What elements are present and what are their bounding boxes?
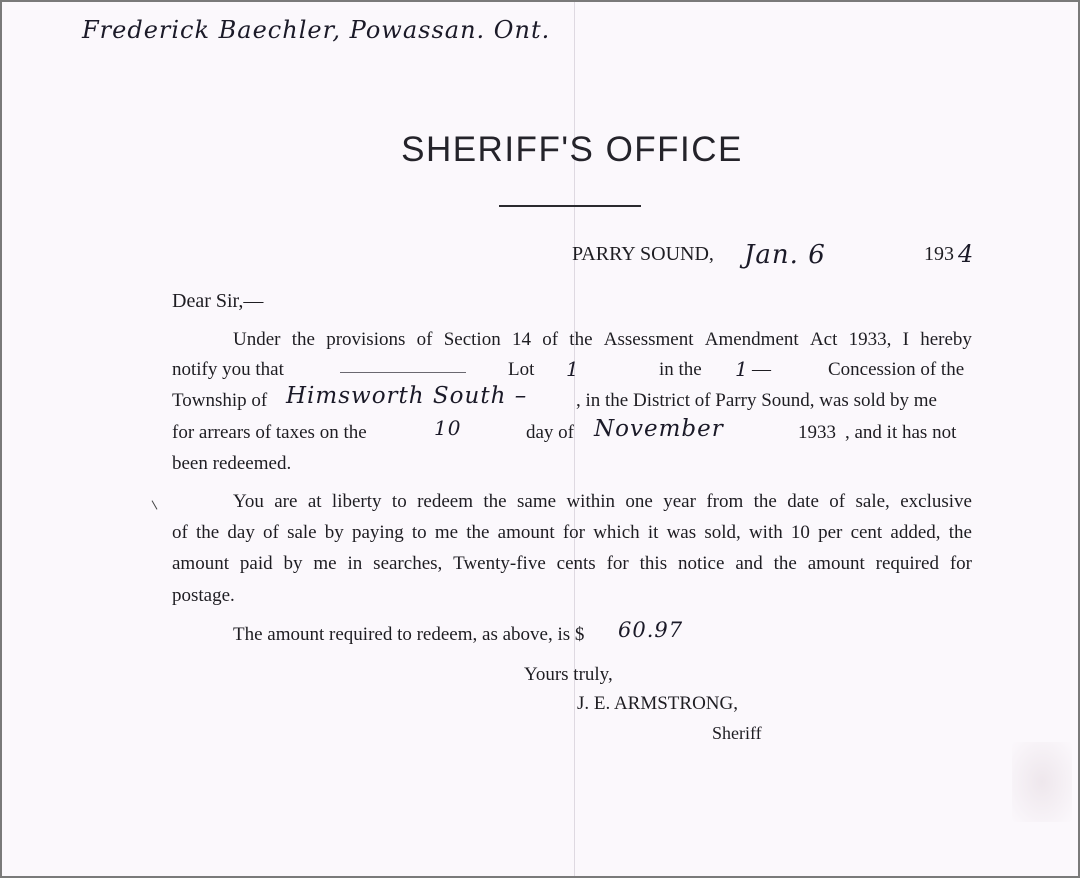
handwritten-date: Jan. 6 [744, 240, 826, 270]
letter-page [2, 2, 1078, 876]
word: for [949, 553, 972, 574]
sheriff-title: Sheriff [712, 723, 762, 743]
para2-line3 [172, 553, 972, 575]
township-rest: , in the District of Parry Sound, was sold by me [576, 390, 937, 411]
word: to [391, 491, 407, 512]
word: same [517, 491, 557, 512]
handwritten-lot-number: 1 [566, 357, 580, 381]
word: the [773, 553, 797, 574]
word: cents [556, 553, 596, 574]
word: of [829, 491, 846, 512]
word: Twenty-five [453, 553, 546, 574]
word: paid [239, 553, 273, 574]
word: by [324, 522, 344, 543]
word: day [227, 522, 255, 543]
word: paying [351, 522, 404, 543]
arrears-label: for arrears of taxes on the [172, 422, 367, 443]
word: the [948, 522, 972, 543]
word: sale [287, 522, 317, 543]
word: which [593, 522, 640, 543]
word: of [172, 522, 188, 543]
word: 10 [790, 522, 810, 543]
sheriff-name: J. E. ARMSTRONG, [577, 693, 738, 714]
word: me [313, 553, 337, 574]
word: sold, [704, 522, 741, 543]
word: 14 [511, 329, 531, 350]
para2-line2 [172, 522, 972, 544]
word: at [307, 491, 322, 512]
word: of [263, 522, 279, 543]
word: I [902, 329, 909, 350]
word: liberty [331, 491, 382, 512]
word: was [666, 522, 697, 543]
handwritten-sale-month: November [594, 416, 724, 442]
word: Act [809, 329, 838, 350]
township-label: Township of [172, 390, 268, 411]
handwritten-addressee: Frederick Baechler, Powassan. Ont. [82, 16, 551, 44]
word: from [706, 491, 744, 512]
word: date [787, 491, 819, 512]
concession-label: Concession of the [828, 359, 965, 380]
word: the [753, 491, 777, 512]
word: per [818, 522, 843, 543]
handwritten-amount: 60.97 [618, 618, 684, 642]
word: added, [890, 522, 941, 543]
para2-line1 [233, 491, 972, 513]
word: and [735, 553, 763, 574]
lot-label: Lot [508, 359, 535, 380]
not-redeemed-text: , and it has not [845, 422, 957, 443]
word: of [416, 329, 433, 350]
been-redeemed-text: been redeemed. [172, 453, 292, 474]
word: amount [172, 553, 229, 574]
word: the [196, 522, 220, 543]
word: Section [443, 329, 501, 350]
concession-dash: — [752, 359, 771, 380]
salutation: Dear Sir,— [172, 290, 264, 312]
handwritten-sale-day: 10 [434, 416, 462, 440]
word: exclusive [900, 491, 972, 512]
word: within [566, 491, 615, 512]
word: for [606, 553, 629, 574]
para2-line4: postage. [172, 585, 235, 606]
word: of [542, 329, 559, 350]
heading-divider [499, 205, 641, 207]
word: the [466, 522, 490, 543]
word: me [434, 522, 459, 543]
word: You [233, 491, 264, 512]
word: amount [807, 553, 865, 574]
amount-label: The amount required to redeem, as above, is $ [233, 624, 585, 645]
word: provisions [326, 329, 406, 350]
handwritten-township: Himsworth South – [286, 383, 528, 409]
word: Assessment [603, 329, 694, 350]
valediction: Yours truly, [524, 664, 613, 685]
word: the [569, 329, 593, 350]
word: it [647, 522, 659, 543]
para1-line1 [233, 329, 972, 351]
paper-stain [1012, 742, 1072, 822]
word: 1933, [848, 329, 892, 350]
word: are [274, 491, 298, 512]
in-the-text: in the [659, 359, 702, 380]
word: cent [850, 522, 883, 543]
word: year [663, 491, 696, 512]
word: sale, [855, 491, 890, 512]
handwritten-concession-number: 1 [735, 357, 749, 381]
word: required [875, 553, 939, 574]
word: redeem [417, 491, 473, 512]
word: one [625, 491, 653, 512]
name-blank-line [340, 372, 466, 373]
dateline-year-printed: 193 [924, 243, 954, 265]
word: by [283, 553, 303, 574]
word: with [748, 522, 783, 543]
word: to [411, 522, 427, 543]
letterhead-title: SHERIFF'S OFFICE [401, 130, 743, 169]
word: searches, [373, 553, 443, 574]
pen-mark [152, 500, 158, 509]
word: hereby [920, 329, 972, 350]
word: the [291, 329, 315, 350]
word: notice [677, 553, 725, 574]
dateline-place: PARRY SOUND, [572, 243, 714, 265]
sale-year: 1933 [798, 422, 836, 443]
word: the [483, 491, 507, 512]
word: this [639, 553, 668, 574]
day-of-text: day of [526, 422, 575, 443]
word: in [347, 553, 363, 574]
word: for [562, 522, 586, 543]
word: Amendment [704, 329, 799, 350]
notify-text: notify you that [172, 359, 284, 380]
dateline-year-handwritten: 4 [958, 240, 975, 268]
word: Under [233, 329, 281, 350]
word: amount [497, 522, 555, 543]
